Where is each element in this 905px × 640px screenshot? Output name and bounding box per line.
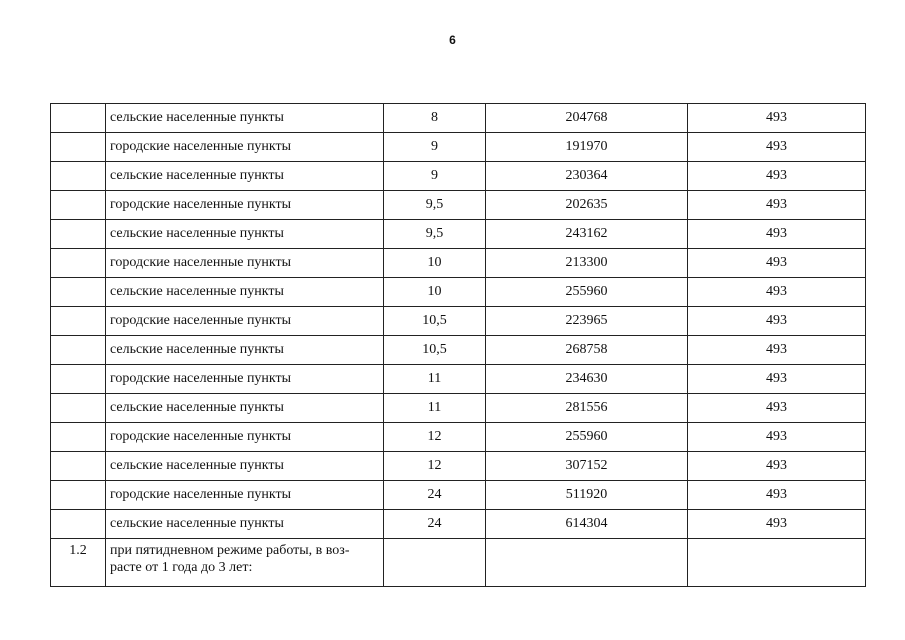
settlement-type-cell: сельские населенные пункты (106, 104, 384, 133)
hours-cell: 11 (384, 365, 486, 394)
rate-cell: 493 (688, 162, 866, 191)
hours-cell: 9,5 (384, 220, 486, 249)
table-row (51, 249, 866, 278)
table-row (51, 336, 866, 365)
settlement-type-cell: сельские населенные пункты (106, 394, 384, 423)
cost-cell (486, 539, 688, 587)
hours-cell: 24 (384, 510, 486, 539)
cost-cell: 243162 (486, 220, 688, 249)
table-body (51, 104, 866, 587)
tariff-table (50, 103, 866, 587)
cost-cell: 234630 (486, 365, 688, 394)
section-title-line-2: расте от 1 года до 3 лет: (110, 560, 253, 575)
settlement-type-cell: городские населенные пункты (106, 307, 384, 336)
table-row (51, 278, 866, 307)
row-number-cell (51, 394, 106, 423)
row-number-cell (51, 249, 106, 278)
cost-cell: 614304 (486, 510, 688, 539)
hours-cell (384, 539, 486, 587)
section-row (51, 539, 866, 587)
rate-cell: 493 (688, 133, 866, 162)
table-row (51, 220, 866, 249)
hours-cell: 10 (384, 249, 486, 278)
rate-cell: 493 (688, 452, 866, 481)
hours-cell: 11 (384, 394, 486, 423)
cost-cell: 255960 (486, 278, 688, 307)
table-row (51, 104, 866, 133)
settlement-type-cell: сельские населенные пункты (106, 162, 384, 191)
cost-cell: 223965 (486, 307, 688, 336)
rate-cell: 493 (688, 394, 866, 423)
settlement-type-cell: городские населенные пункты (106, 133, 384, 162)
table-row (51, 365, 866, 394)
row-number-cell (51, 481, 106, 510)
rate-cell: 493 (688, 220, 866, 249)
rate-cell: 493 (688, 481, 866, 510)
table-row (51, 133, 866, 162)
cost-cell: 204768 (486, 104, 688, 133)
hours-cell: 10,5 (384, 307, 486, 336)
rate-cell: 493 (688, 365, 866, 394)
settlement-type-cell: сельские населенные пункты (106, 510, 384, 539)
rate-cell: 493 (688, 191, 866, 220)
section-title-cell (106, 539, 384, 587)
settlement-type-cell: городские населенные пункты (106, 423, 384, 452)
table-row (51, 452, 866, 481)
hours-cell: 9 (384, 162, 486, 191)
hours-cell: 8 (384, 104, 486, 133)
rate-cell: 493 (688, 423, 866, 452)
hours-cell: 9,5 (384, 191, 486, 220)
settlement-type-cell: городские населенные пункты (106, 481, 384, 510)
table-row (51, 510, 866, 539)
cost-cell: 281556 (486, 394, 688, 423)
settlement-type-cell: городские населенные пункты (106, 191, 384, 220)
settlement-type-cell: городские населенные пункты (106, 365, 384, 394)
hours-cell: 9 (384, 133, 486, 162)
row-number-cell (51, 510, 106, 539)
row-number-cell (51, 133, 106, 162)
table-row (51, 423, 866, 452)
rate-cell: 493 (688, 278, 866, 307)
hours-cell: 10,5 (384, 336, 486, 365)
table-row (51, 394, 866, 423)
row-number-cell (51, 423, 106, 452)
row-number-cell (51, 336, 106, 365)
rate-cell: 493 (688, 104, 866, 133)
rate-cell: 493 (688, 336, 866, 365)
table-row (51, 307, 866, 336)
row-number-cell (51, 220, 106, 249)
rate-cell (688, 539, 866, 587)
settlement-type-cell: сельские населенные пункты (106, 220, 384, 249)
row-number-cell (51, 307, 106, 336)
hours-cell: 12 (384, 452, 486, 481)
row-number-cell (51, 278, 106, 307)
row-number-cell (51, 191, 106, 220)
cost-cell: 230364 (486, 162, 688, 191)
table-row (51, 191, 866, 220)
hours-cell: 24 (384, 481, 486, 510)
settlement-type-cell: городские населенные пункты (106, 249, 384, 278)
row-number-cell (51, 452, 106, 481)
row-number-cell (51, 365, 106, 394)
cost-cell: 307152 (486, 452, 688, 481)
table-row (51, 162, 866, 191)
row-number-cell (51, 162, 106, 191)
cost-cell: 268758 (486, 336, 688, 365)
cost-cell: 213300 (486, 249, 688, 278)
rate-cell: 493 (688, 510, 866, 539)
row-number-cell (51, 104, 106, 133)
cost-cell: 255960 (486, 423, 688, 452)
settlement-type-cell: сельские населенные пункты (106, 452, 384, 481)
section-title-line-1: при пятидневном режиме работы, в воз- (110, 543, 350, 558)
page-number: 6 (449, 33, 456, 47)
table-row (51, 481, 866, 510)
hours-cell: 10 (384, 278, 486, 307)
rate-cell: 493 (688, 307, 866, 336)
rate-cell: 493 (688, 249, 866, 278)
section-number-cell: 1.2 (51, 539, 106, 587)
cost-cell: 202635 (486, 191, 688, 220)
settlement-type-cell: сельские населенные пункты (106, 278, 384, 307)
hours-cell: 12 (384, 423, 486, 452)
cost-cell: 511920 (486, 481, 688, 510)
cost-cell: 191970 (486, 133, 688, 162)
settlement-type-cell: сельские населенные пункты (106, 336, 384, 365)
